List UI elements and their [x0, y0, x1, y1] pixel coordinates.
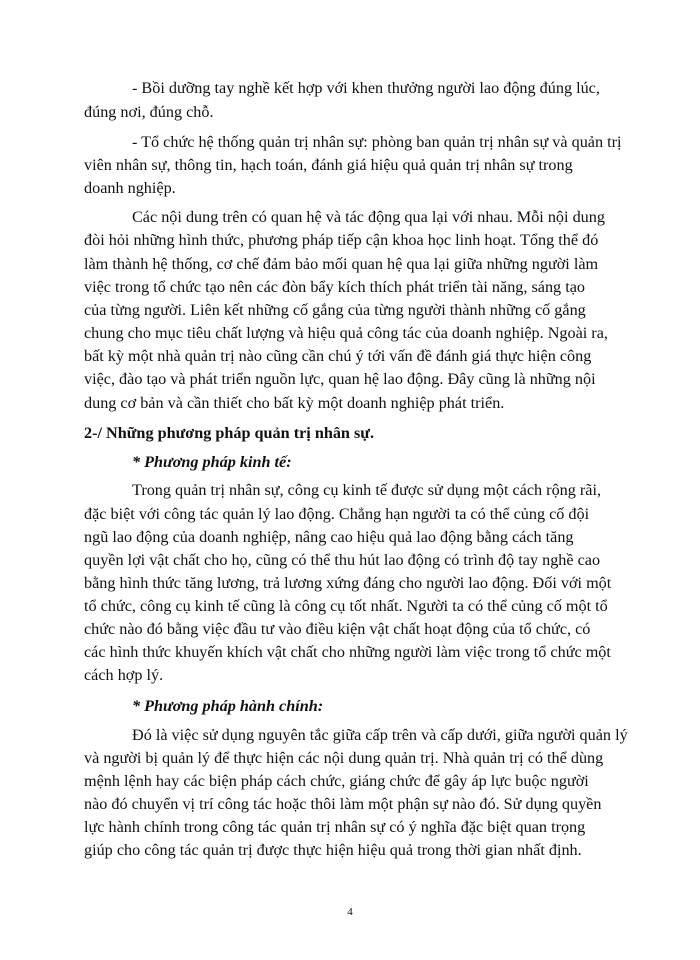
- text-line: Đó là việc sử dụng nguyên tắc giữa cấp trên và cấp dưới, giữa người quản lý: [132, 726, 628, 744]
- text-line: mệnh lệnh hay các biện pháp cách chức, giáng chức để gây áp lực buộc người: [84, 772, 589, 790]
- subsection-heading: * Phương pháp kinh tế:: [132, 453, 292, 471]
- text-line: đòi hỏi những hình thức, phương pháp tiếp cận khoa học linh hoạt. Tổng thể đó: [84, 231, 599, 249]
- page-number: 4: [347, 906, 353, 918]
- text-line: chung cho mục tiêu chất lượng và hiệu quả công tác của doanh nghiệp. Ngoài ra,: [84, 324, 608, 342]
- text-line: việc, đào tạo và phát triển nguồn lực, quan hệ lao động. Đây cũng là những nội: [84, 370, 596, 388]
- text-line: dung cơ bản và cần thiết cho bất kỳ một doanh nghiệp phát triển.: [84, 394, 505, 412]
- section-heading: 2-/ Những phương pháp quản trị nhân sự.: [84, 424, 375, 442]
- text-line: nào đó chuyển vị trí công tác hoặc thôi làm một phận sự nào đó. Sử dụng quyền: [84, 795, 602, 813]
- text-line: giúp cho công tác quản trị được thực hiện hiệu quả trong thời gian nhất định.: [84, 841, 582, 859]
- text-line: đúng nơi, đúng chỗ.: [84, 103, 214, 121]
- text-line: và người bị quản lý để thực hiện các nội dung quản trị. Nhà quản trị có thể dùng: [84, 749, 604, 767]
- text-line: Các nội dung trên có quan hệ và tác động qua lại với nhau. Mỗi nội dung: [132, 208, 605, 226]
- text-line: của từng người. Liên kết những cố gắng của từng người thành những cố gắng: [84, 301, 586, 319]
- text-line: các hình thức khuyến khích vật chất cho những người làm việc trong tổ chức một: [84, 643, 611, 661]
- text-line: quyền lợi vật chất cho họ, cũng có thể thu hút lao động có trình độ tay nghề cao: [84, 551, 601, 569]
- text-line: tổ chức, công cụ kinh tế cũng là công cụ tốt nhất. Người ta có thể củng cố một tổ: [84, 597, 608, 615]
- text-line: - Bồi dưỡng tay nghề kết hợp với khen thưởng người lao động đúng lúc,: [132, 79, 600, 97]
- text-line: bất kỳ một nhà quản trị nào cũng cần chú ý tới vấn đề đánh giá thực hiện công: [84, 347, 592, 365]
- text-line: ngũ lao động của doanh nghiệp, nâng cao hiệu quả lao động bằng cách tăng: [84, 528, 574, 546]
- text-line: bằng hình thức tăng lương, trả lương xứng đáng cho người lao động. Đối với một: [84, 574, 612, 592]
- text-line: làm thành hệ thống, cơ chế đảm bảo mối quan hệ qua lại giữa những người làm: [84, 255, 599, 273]
- text-line: chức nào đó bằng việc đầu tư vào điều kiện vật chất hoạt động của tổ chức, có: [84, 620, 591, 638]
- text-line: - Tổ chức hệ thống quản trị nhân sự: phòng ban quản trị nhân sự và quản trị: [132, 133, 622, 151]
- text-line: lực hành chính trong công tác quản trị nhân sự có ý nghĩa đặc biệt quan trọng: [84, 818, 586, 836]
- text-line: viên nhân sự, thông tin, hạch toán, đánh giá hiệu quả quản trị nhân sự trong: [84, 156, 573, 174]
- text-line: việc trong tổ chức tạo nên các đòn bẩy kích thích phát triển tài năng, sáng tạo: [84, 278, 585, 296]
- text-line: cách hợp lý.: [84, 666, 164, 684]
- text-line: đặc biệt với công tác quản lý lao động. Chẳng hạn người ta có thể củng cố đội: [84, 505, 590, 523]
- text-line: Trong quản trị nhân sự, công cụ kinh tế được sử dụng một cách rộng rãi,: [132, 481, 602, 499]
- text-line: doanh nghiệp.: [84, 179, 176, 197]
- subsection-heading: * Phương pháp hành chính:: [132, 697, 324, 715]
